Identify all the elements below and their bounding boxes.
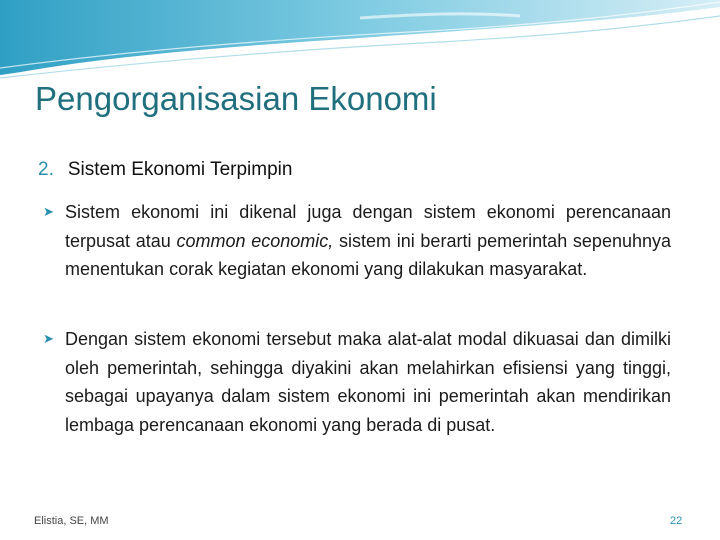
section-number: 2. — [38, 159, 54, 180]
chevron-right-icon: ➤ — [43, 204, 54, 219]
slide-title: Pengorganisasian Ekonomi — [35, 80, 437, 117]
bullet-italic-term: common economic, — [176, 230, 334, 251]
wave-header-decoration — [0, 0, 720, 80]
bullet-text-cont: sistem ini berarti pemerintah sepenuhnya menentukan corak kegiatan ekonomi yang dilakukan masyarakat. — [65, 230, 672, 279]
bullet-text: Dengan sistem ekonomi tersebut maka alat-alat modal dikuasai dan dimilki oleh pemerintah, sehingga diyakini akan melahirkan efisiensi yang tinggi, sebagai upayanya dalam sistem ekonomi ini pemerintah akan mendirikan lembaga perencanaan ekonomi yang berada di pusat. — [65, 329, 671, 435]
page-number: 22 — [670, 515, 683, 527]
bullet-item — [43, 325, 671, 439]
bullet-item — [43, 198, 671, 284]
section-title: Sistem Ekonomi Terpimpin — [67, 159, 293, 180]
chevron-right-icon: ➤ — [43, 331, 54, 346]
footer-author: Elistia, SE, MM — [34, 515, 109, 527]
section-heading — [38, 159, 678, 181]
bullet-text: Sistem ekonomi ini dikenal juga dengan sistem ekonomi perencanaan terpusat atau — [65, 202, 671, 251]
